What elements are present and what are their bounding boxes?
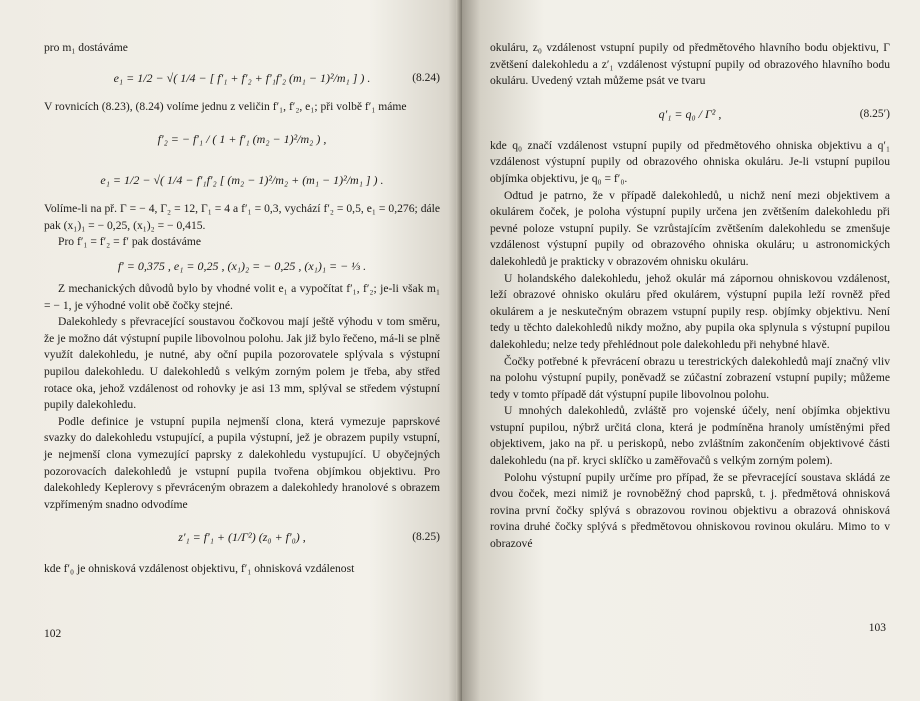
equation bbox=[44, 517, 440, 557]
paragraph: kde f′₀ je ohnisková vzdálenost objektivu, f′₁ ohnisková vzdálenost bbox=[44, 562, 355, 576]
equation-body: q′₁ = q₀ / Γ² , bbox=[658, 106, 722, 121]
paragraph: Volíme-li na př. Γ = − 4, Γ₂ = 12, Γ₁ = 4 a f′₁ = 0,3, vychází f′₂ = 0,5, e₁ = 0,276; dále pak (x₁)₁ = − 0,25, (x₁)₂ = − 0,415. bbox=[44, 202, 440, 232]
paragraph: okuláru, z₀ vzdálenost vstupní pupily od předmětového hlavního bodu objektivu, Γ zvětšení dalekohledu a z′₁ vzdálenost výstupní pupily od obrazového hlavního bodu okuláru. Uvedený vztah můžeme psát ve tvaru bbox=[490, 41, 890, 88]
equation-body: f′ = 0,375 , e₁ = 0,25 , (x₁)₂ = − 0,25 , (x₁)₁ = − ⅓ . bbox=[117, 258, 367, 273]
paragraph: Dalekohledy s převracející soustavou čočkovou mají ještě výhodu v tom směru, že je možno dát výstupní pupile libovolnou polohu. Jak již bylo řečeno, má-li se plně využít dalekohledu, je nutné, aby oční pupila pozorovatele splývala s výstupní pupilou dalekohledu. U dalekohledů s velkým zorným polem je třeba, aby střed rotace oka, jehož vzdálenost od rohovky je asi 13 mm, splýval se středem výstupní pupily dalekohledu. bbox=[44, 315, 440, 412]
equation-number: (8.24) bbox=[412, 71, 440, 84]
equation-body: e₁ = 1/2 − √( 1/4 − f′₁f′₂ [ (m₂ − 1)²/m₂ + (m₁ − 1)²/m₁ ] ) . bbox=[100, 173, 384, 188]
equation bbox=[44, 163, 440, 197]
equation-body: f′₂ = − f′₁ / ( 1 + f′₁ (m₂ − 1)²/m₂ ) , bbox=[157, 132, 327, 147]
paragraph: U mnohých dalekohledů, zvláště pro vojenské účely, není objímka objektivu vstupní pupilou, nýbrž určitá clona, která je podmíněna hranoly umístěnými před objektivem, jako na př. u periskopů, nebo zvláštním zakončením objektivové části dalekohledu (na př. kryci sklíčko u zaměřovačů s velkým zorným polem). bbox=[490, 404, 890, 468]
equation-body: e₁ = 1/2 − √( 1/4 − [ f′₁ + f′₂ + f′₁f′₂ (m₁ − 1)²/m₁ ] ) . bbox=[113, 70, 371, 85]
paragraph: Čočky potřebné k převrácení obrazu u terestrických dalekohledů mají značný vliv na polohu výstupní pupily, poněvadž se zúčastní zobrazení vstupní pupily; můžeme tedy v tomto případě dát výstupní pupile libovolnou polohu. bbox=[490, 354, 890, 401]
right-page-number: 103 bbox=[868, 622, 886, 634]
equation bbox=[44, 119, 440, 159]
paragraph: V rovnicích (8.23), (8.24) volíme jednu z veličin f′₁, f′₂, e₁; při volbě f′₁ máme bbox=[44, 99, 407, 113]
right-page bbox=[462, 0, 920, 701]
paragraph: Odtud je patrno, že v případě dalekohledů, u nichž není mezi objektivem a okulárem čoček, je poloha výstupní pupily určena jen zvětšením dalekohledu při pevné poloze vstupní pupily. Se vzrůstajícím zvětšením dalekohledu se zmenšuje vzdálenost výstupní pupily od obrazového ohniska okuláru; u astronomických dalekohledů je prakticky v obrazovém ohnisku okuláru. bbox=[490, 188, 890, 268]
right-text-column bbox=[490, 40, 890, 553]
equation-number: (8.25) bbox=[412, 531, 440, 544]
paragraph: Podle definice je vstupní pupila nejmenší clona, která vymezuje paprskové svazky do dalekohledu vstupující, a pupila výstupní, jež je obrazem pupily vstupní, je nejmenší clona vymezující paprsky z dalekohledu vystupující. U obyčejných pozorovacích dalekohledů je vstupní pupila tvořena objímkou objektivu. Pro dalekohledy Keplerovy s převráceným obrazem a dalekohledy hranolové s obrazem vzpřímeným snadno odvodíme bbox=[44, 414, 440, 511]
equation bbox=[44, 61, 440, 95]
equation-number: (8.25′) bbox=[859, 107, 890, 120]
equation-body: z′₁ = f′₁ + (1/Γ²) (z₀ + f′₀) , bbox=[178, 530, 306, 545]
left-page-number: 102 bbox=[44, 628, 62, 640]
paragraph: Z mechanických důvodů bylo by vhodné volit e₁ a vypočítat f′₁, f′₂; je-li však m₁ = − 1, je výhodné volit obě čočky stejné. bbox=[44, 281, 440, 312]
paragraph: U holandského dalekohledu, jehož okulár má zápornou ohniskovou vzdálenost, leží obrazové ohnisko okuláru před okulárem, výstupní pupila leží rovněž před okulárem a je neskutečným obrazem vstupní pupily resp. objímky objektivu. Není tedy u těchto dalekohledů nikdy možno, aby pupila oka splynula s výstupní pupilou dalekohledu; nelze tedy přehlédnout pole dalekohledu při nehybné hlavě. bbox=[490, 271, 890, 351]
paragraph: Pro f′₁ = f′₂ = f′ pak dostáváme bbox=[58, 235, 202, 249]
equation bbox=[490, 94, 890, 134]
left-text-column bbox=[44, 40, 440, 578]
paragraph: kde q₀ značí vzdálenost vstupní pupily od předmětového ohniska objektivu a q′₁ vzdálenost výstupní pupily od obrazového ohniska okuláru. Je-li vstupní pupilou objímka objektivu, je q₀ = f′₀. bbox=[490, 138, 890, 185]
equation bbox=[44, 255, 440, 277]
paragraph: Polohu výstupní pupily určíme pro případ, že se převracející soustava skládá ze dvou čoček, mezi nimiž je rovnoběžný chod paprsků, t. j. předmětová ohnisková rovina první čočky splývá s obrazovou rovinou objektivu a obrazová ohnisková rovina druhé čočky splývá s předmětovou ohniskovou rovinou okuláru. Mimo to v obrazové bbox=[490, 470, 890, 551]
paragraph: pro m₁ dostáváme bbox=[44, 41, 128, 54]
